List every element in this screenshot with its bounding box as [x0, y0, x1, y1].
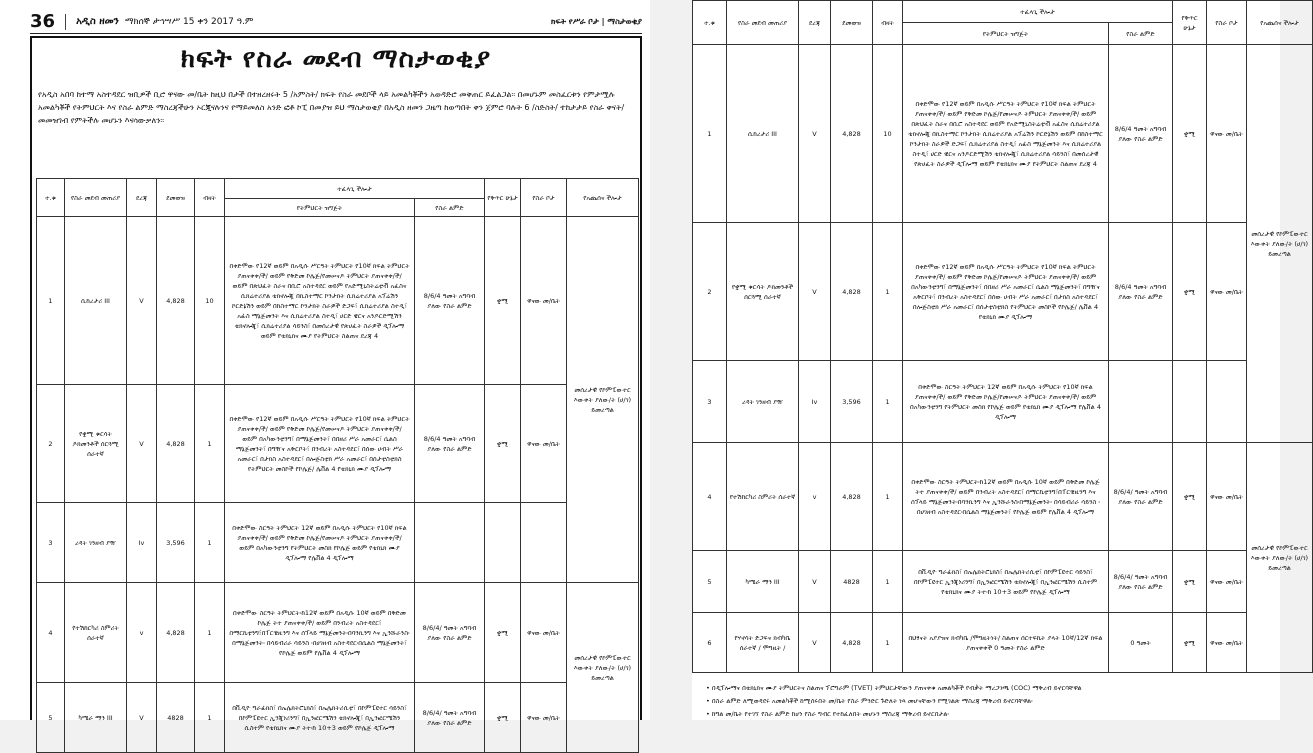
- cell-location: ዋናው መ/ቤት: [521, 683, 567, 753]
- cell-grade: V: [799, 613, 831, 673]
- footnote-item: • በዲፕሎማና በቴክኒክና ሙያ ትምህርትና ስልጠና ፕሮግራም (TVET) ትምህርታቸውን ያጠናቀቁ አመልካቾች የብቃት ማረጋገጫ (COC) ማቅረብ ይኖርባቸዋል: [706, 684, 1082, 692]
- cell-experience: [415, 503, 485, 583]
- page-number: 36: [30, 11, 56, 32]
- cell-location: ዋናው መ/ቤት: [521, 217, 567, 385]
- header-required-qualification: ተፈላጊ ችሎታ: [225, 179, 485, 199]
- header-required-qualification: ተፈላጊ ችሎታ: [903, 1, 1173, 23]
- cell-location: ዋናው መ/ቤት: [1207, 45, 1247, 223]
- cell-quantity: 1: [873, 223, 903, 361]
- footnotes: [706, 682, 1276, 721]
- page-header: [30, 10, 642, 34]
- cell-location: ዋናው መ/ቤት: [1207, 613, 1247, 673]
- cell-experience: 8/6/4/ ዓመት አግባብ ያለው የስራ ልምድ: [415, 583, 485, 683]
- cell-position: ካሜራ ማን III: [65, 683, 127, 753]
- table-row: [693, 223, 1313, 361]
- header-salary: ደመወዝ: [157, 179, 195, 217]
- cell-salary: 4,828: [157, 217, 195, 385]
- table-row: [693, 45, 1313, 223]
- cell-education: በቀድሞው ስርዓት ትምህርት፡ከ12ኛ ወይም በአዲሱ 10ኛ ወይም በቅድመ ኮሌጅ ትተ ያጠናቀቀ/ች/ ወይም በንብረት አስተዳደር፣ በማርኬቲንግ፣በፐርቼዚንግ እና ሰፕላይ ማኔጅመንት፡በባንኪንግ እና ኢንሹራንስ፡በማኔጅመንት፡ በሳይብሪራ ሳይንስ ፡በሀገዘብ አስተዳደር፡በሴልስ ማኔጅመንት፣ የኮሌጅ ወይም የሌቨል 4 ዲፕሎማ: [225, 583, 415, 683]
- cell-location: [521, 503, 567, 583]
- cell-experience: 8/6/4/ ዓመት አግባብ ያለው የስራ ልምድ: [415, 683, 485, 753]
- header-grade: ደረጃ: [127, 179, 157, 217]
- cell-education: በቀድሞው የ12ኛ ወይም በአዲሱ ሥርዓት ትምህርት የ10ኛ ክፍል ትምህርት ያጠናቀቀ/ች/ ወይም የቅድመ ኮሌጅ/የመሠናዶ ትምህርት ያጠናቀቀ/ች/ ወይም በአካውንቲንግ፣ በማኔጅመንት፣ በበዘሪ ሥራ አመራር፣ ሴልስ ማኔጅመንት፣ በግዥና አቅርቦት፣ በንብረት አስተዳደር፣ በሰው ሀብት ሥራ አመራር፣ በታክስ አስተዳደር፣ በሎጅስቲክ ሥራ አመራር፣ በሰታቲስቲክስ የትምህርት መስኮች የኮሌጅ/ ሌቨል 4 የቴክኒክ ሙያ ዲፕሎማ: [225, 385, 415, 503]
- cell-employment-type: ቋሚ: [1173, 45, 1207, 223]
- header-competency: የአጨሰና ችሎታ: [1247, 1, 1313, 45]
- cell-quantity: 1: [195, 583, 225, 683]
- cell-competency: መሰረታዊ የኮምፒውተር እውቀት ያለው/ት (ሀ/ገ) ይመረጣል: [1247, 443, 1313, 673]
- advert-title: ክፍት የስራ መደብ ማስታወቂያ: [180, 44, 492, 74]
- cell-salary: 4,828: [157, 583, 195, 683]
- cell-quantity: 1: [195, 385, 225, 503]
- cell-no: 5: [37, 683, 65, 753]
- header-position: የስራ መደብ መጠሪያ: [65, 179, 127, 217]
- footnote-text: ከግል መ/ቤት የተገኘ የስራ ልምድ ከሆነ የስራ ግብር የተከፈለበት መሆኑን ማስረጃ ማቅረብ ይኖርበታል፡: [711, 710, 949, 718]
- cell-employment-type: ቋሚ: [1173, 223, 1207, 361]
- cell-location: [1207, 361, 1247, 443]
- cell-experience: [1109, 361, 1173, 443]
- cell-location: ዋናው መ/ቤት: [1207, 443, 1247, 551]
- cell-salary: 4,828: [831, 45, 873, 223]
- header-quantity: ብዛት: [195, 179, 225, 217]
- cell-experience: 8/6/4/ ዓመት አግባብ ያለው የስራ ልምድ: [1109, 443, 1173, 551]
- cell-education: በህፃናት አያያዝና ክብካቤ /ሞግዚትነት/ ስልጠና ሰርተፍኬት ያላት 10ኛ/12ኛ ክፍል ያጠናቀቀች 0 ዓመት የስራ ልምድ: [903, 613, 1109, 673]
- cell-position: የተሽከርካሪ ስምሪት ሰራተኛ: [65, 583, 127, 683]
- newspaper-page-right: [692, 0, 1309, 720]
- vacancy-table: [36, 178, 639, 753]
- cell-quantity: 10: [873, 45, 903, 223]
- header-no: ተ.ቁ: [693, 1, 727, 45]
- cell-no: 6: [693, 613, 727, 673]
- footnote-text: በዲፕሎማና በቴክኒክና ሙያ ትምህርትና ስልጠና ፕሮግራም (TVET) ትምህርታቸውን ያጠናቀቁ አመልካቾች የብቃት ማረጋገጫ (COC) ማቅረብ ይኖርባቸዋል: [711, 684, 1082, 692]
- cell-quantity: 1: [195, 683, 225, 753]
- cell-education: በቀድሞው የ12ኛ ወይም በአዲሱ ሥርዓት ትምህርት የ10ኛ ክፍል ትምህርት ያጠናቀቀ/ች/ ወይም የቅድመ ኮሌጅ/የመሠናዶ ትምህርት ያጠናቀቀ/ች/ ወይም በጽህፈት ስራና በቢሮ አስተዳደር ወይም የአድሚኒስትሬቲቭ አፈስና ሲክሬተሪያል ቴክኖሎጂ በኪስተማር ኮንታክት ሲክሬተሪያል አፕሬሽን ኮርድኔሽን ወይም በከስተማር ኮንታክት ስራዎች ድጋፍ፣ ሲክሬተሪያል ስተዲ፣ አፊስ ማኔጅመንት እና ሲክሬተሪያል ስተዲ፣ ሀርድ ዌርና አንዶርድሚሽን ቴክኖሎጂ፣ ሲክሬተሪያል ሳይንስ፣ በመሰረታዊ የጽሀፈት ስራዎች ዲፕሎማ ወይም የቴክኒክና ሙያ የትምህርት ስልጠና ደረጃ 4: [903, 45, 1109, 223]
- cell-quantity: 1: [873, 443, 903, 551]
- cell-quantity: 10: [195, 217, 225, 385]
- cell-grade: v: [127, 583, 157, 683]
- cell-experience: 8/6/4 ዓመት አግባብ ያለው የስራ ልምድ: [415, 385, 485, 503]
- table-row: [693, 613, 1313, 673]
- header-position: የስራ መደብ መጠሪያ: [727, 1, 799, 45]
- issue-date: ማክሰኞ ታኅሣሥ 15 ቀን 2017 ዓ.ም: [124, 16, 254, 27]
- cell-position: የሃኖሳት ድጋፍና ክብካቤ ሰራተኛ / ሞግዚት /: [727, 613, 799, 673]
- cell-grade: V: [799, 223, 831, 361]
- cell-position: ረዳት ገንዘብ ያዥ: [65, 503, 127, 583]
- header-education: የትምህርት ዝግጅት: [903, 23, 1109, 45]
- advert-box: [30, 36, 642, 732]
- section-label: ክፍት የሥራ ቦታ | ማስታወቂያ: [551, 16, 642, 26]
- cell-education: በቀድሞው ስርዓት ትምህርት 12ኛ ወይም በአዲሱ ትምህርት የ10ኛ ክፍል ያጠናቀቀ/ች/ ወይም የቅድመ ኮሌጅ/የመሠናዶ ትምህርት ያጠናቀቀ/ች/ ወይም በአካውንቲንግ የትምህርት መስክ የኮሌጅ ወይም የቴክኒክ ሙያ ዲፕሎማ የሌቨል 4 ዲፕሎማ: [903, 361, 1109, 443]
- table-row: [37, 217, 639, 385]
- cell-location: ዋናው መ/ቤት: [1207, 223, 1247, 361]
- cell-employment-type: [1173, 361, 1207, 443]
- cell-salary: 4,828: [157, 385, 195, 503]
- cell-location: ዋናው መ/ቤት: [1207, 551, 1247, 613]
- cell-no: 5: [693, 551, 727, 613]
- cell-education: በቀድሞው ስርዓት ትምህርት 12ኛ ወይም በአዲሱ ትምህርት የ10ኛ ክፍል ያጠናቀቀ/ች/ ወይም የቅድመ ኮሌጅ/የመሠናዶ ትምህርት ያጠናቀቀ/ች/ ወይም በአካውንቲንግ የትምህርት መስክ የኮሌጅ ወይም የቴክኒክ ሙያ ዲፕሎማ የሌቨል 4 ዲፕሎማ: [225, 503, 415, 583]
- cell-position: ሲከረታሪ III: [65, 217, 127, 385]
- header-quantity: ብዛት: [873, 1, 903, 45]
- cell-employment-type: ቋሚ: [485, 385, 521, 503]
- cell-salary: 4,828: [831, 613, 873, 673]
- cell-no: 4: [693, 443, 727, 551]
- cell-position: ረዳት ገንዘብ ያዥ: [727, 361, 799, 443]
- cell-employment-type: ቋሚ: [485, 683, 521, 753]
- advert-intro: የአዲስ አበባ ከተማ አስተዳደር ዝቢዎች ቢሮ ዋናው መ/ቤት ከዚህ በታች በተዘረዘሩት 5 /አምስት/ ክፍት የስራ መደቦች ላይ አመልካቾችን አወዳድሮ መቅጠር ይፈልጋል፡፡ በመሆኑም መስፈርቱን የምታሟሉ አመልካቾች የትምህርት እና የስራ ልምድ ማስረጃችሁን ኦርጂናሉንና የማይመለስ አንድ ፎቶ ኮፒ በመያዝ ይህ ማስታወቂያ በአዲስ ዘመን ጋዜጣ ከወጣበት ቀን ጀምሮ ባሉት 6 /ስድስት/ ተከታታይ የስራ ቀናት/ መመዝገብ የምትችሉ መሆኑን እናሳውቃለን፡፡: [38, 90, 625, 125]
- cell-salary: 4828: [157, 683, 195, 753]
- table-row: [693, 551, 1313, 613]
- header-competency: የአጨሰና ችሎታ: [567, 179, 639, 217]
- cell-education: በቪዲዮ ግራፊክስ፣ በኤሌክትሮኒክስ፣ በኤሌክትሪሲቲ፣ በኮምፒዩተር ሳይንስ፣ በኮምፒዩተር ኢንጂነሪንግ፣ በኢንፎርሜሽን ቴክኖሎጂ፣ በኢንፎርሜሽን ሲስተም የቴክኒክና ሙያ ትተ፡ከ 10+3 ወይም የኮሌጅ ዲፕሎማ: [903, 551, 1109, 613]
- cell-experience: 0 ዓመት: [1109, 613, 1173, 673]
- cell-education: በቀድሞው ስርዓት ትምህርት፡ከ12ኛ ወይም በአዲሱ 10ኛ ወይም በቅድመ ኮሌጅ ትተ ያጠናቀቀ/ች/ ወይም በንብረት አስተዳደር፣ በማርኬቲንግ፣በፐርቼዚንግ እና ሰፕላይ ማኔጅመንት፡በባንኪንግ እና ኢንሹራንስ፡በማኔጅመንት፡ በሳይብሪራ ሳይንስ ፡በሀገዘብ አስተዳደር፡በሴልስ ማኔጅመንት፣ የኮሌጅ ወይም የሌቨል 4 ዲፕሎማ: [903, 443, 1109, 551]
- cell-employment-type: ቋሚ: [1173, 551, 1207, 613]
- cell-competency: መሰረታዊ የኮምፒውተር እውቀት ያለው/ት (ሀ/ገ) ይመረጣል: [567, 217, 639, 583]
- cell-grade: V: [799, 45, 831, 223]
- cell-grade: V: [127, 683, 157, 753]
- cell-employment-type: [485, 503, 521, 583]
- cell-no: 2: [37, 385, 65, 503]
- cell-no: 3: [693, 361, 727, 443]
- cell-position: የቋሚ ቁርሳት ዶክመንቶች ሰርጓሚ ሰራተኛ: [65, 385, 127, 503]
- cell-no: 4: [37, 583, 65, 683]
- cell-grade: V: [127, 217, 157, 385]
- cell-experience: 8/6/4 ዓመት አግባብ ያለው የስራ ልምድ: [415, 217, 485, 385]
- table-row: [37, 385, 639, 503]
- cell-position: የቋሚ ቁርሳት ዶክመንቶች ሰርጓሚ ሰራተኛ: [727, 223, 799, 361]
- header-experience: የስራ ልምድ: [415, 199, 485, 217]
- cell-location: ዋናው መ/ቤት: [521, 583, 567, 683]
- cell-salary: 4,828: [831, 223, 873, 361]
- cell-no: 1: [37, 217, 65, 385]
- cell-experience: 8/6/4/ ዓመት አግባብ ያለው የስራ ልምድ: [1109, 551, 1173, 613]
- cell-employment-type: ቋሚ: [485, 583, 521, 683]
- cell-experience: 8/6/4 ዓመት አግባብ ያለው የስራ ልምድ: [1109, 223, 1173, 361]
- table-row: [37, 503, 639, 583]
- cell-employment-type: ቋሚ: [485, 217, 521, 385]
- footnote-item: • ከግል መ/ቤት የተገኘ የስራ ልምድ ከሆነ የስራ ግብር የተከፈለበት መሆኑን ማስረጃ ማቅረብ ይኖርበታል፡: [706, 710, 949, 718]
- header-location: የስራ ቦታ: [1207, 1, 1247, 45]
- cell-quantity: 1: [873, 361, 903, 443]
- newspaper-name: አዲስ ዘመን: [76, 16, 119, 27]
- footnote-item: • በስራ ልምድ ለሚወዳደሩ አመልካቾች ከሚሰሩበት መ/ቤት የስራ ምንድር ጉድለት ነጻ መሆናቸውን የሚገልጽ ማስረጃ ማቅረብ ይኖርባቸዋል፡: [706, 697, 1033, 705]
- footnote-text: በስራ ልምድ ለሚወዳደሩ አመልካቾች ከሚሰሩበት መ/ቤት የስራ ምንድር ጉድለት ነጻ መሆናቸውን የሚገልጽ ማስረጃ ማቅረብ ይኖርባቸዋል፡: [711, 697, 1033, 705]
- table-row: [693, 443, 1313, 551]
- header-no: ተ.ቁ: [37, 179, 65, 217]
- cell-grade: Iv: [127, 503, 157, 583]
- cell-position: ካሜራ ማን III: [727, 551, 799, 613]
- cell-no: 2: [693, 223, 727, 361]
- cell-no: 3: [37, 503, 65, 583]
- header-location: የስራ ቦታ: [521, 179, 567, 217]
- table-row: [693, 361, 1313, 443]
- table-row: [37, 683, 639, 753]
- cell-education: በቪዲዮ ግራፊክስ፣ በኤሌክትሮኒክስ፣ በኤሌክትሪሲቲ፣ በኮምፒዩተር ሳይንስ፣ በኮምፒዩተር ኢንጂነሪንግ፣ በኢንፎርሜሽን ቴክኖሎጂ፣ በኢንፎርሜሽን ሲስተም የቴክኒክና ሙያ ትተ፡ከ 10+3 ወይም የኮሌጅ ዲፕሎማ: [225, 683, 415, 753]
- cell-no: 1: [693, 45, 727, 223]
- cell-grade: Iv: [799, 361, 831, 443]
- cell-education: በቀድሞው የ12ኛ ወይም በአዲሱ ሥርዓት ትምህርት የ10ኛ ክፍል ትምህርት ያጠናቀቀ/ች/ ወይም የቅድመ ኮሌጅ/የመሠናዶ ትምህርት ያጠናቀቀ/ች/ ወይም በአካውንቲንግ፣ በማኔጅመንት፣ በበዘሪ ሥራ አመራር፣ ሴልስ ማኔጅመንት፣ በግዥና አቅርቦት፣ በንብረት አስተዳደር፣ በሰው ሀብት ሥራ አመራር፣ በታክስ አስተዳደር፣ በሎጅስቲክ ሥራ አመራር፣ በሰታቲስቲክስ የትምህርት መስኮች የኮሌጅ/ ሌቨል 4 የቴክኒክ ሙያ ዲፕሎማ: [903, 223, 1109, 361]
- header-employment-type: የቅጥር ሁኔታ: [1173, 1, 1207, 45]
- cell-competency: መሰረታዊ የኮምፒውተር እውቀት ያለው/ት (ሀ/ገ) ይመረጣል: [1247, 45, 1313, 443]
- header-employment-type: የቅጥር ሁኔታ: [485, 179, 521, 217]
- cell-location: ዋናው መ/ቤት: [521, 385, 567, 503]
- cell-grade: v: [799, 443, 831, 551]
- cell-grade: V: [799, 551, 831, 613]
- cell-salary: 3,596: [157, 503, 195, 583]
- cell-employment-type: ቋሚ: [1173, 613, 1207, 673]
- cell-position: ሲከረታሪ III: [727, 45, 799, 223]
- header-experience: የስራ ልምድ: [1109, 23, 1173, 45]
- header-divider: [65, 14, 66, 30]
- cell-salary: 3,596: [831, 361, 873, 443]
- cell-salary: 4828: [831, 551, 873, 613]
- cell-employment-type: ቋሚ: [1173, 443, 1207, 551]
- cell-education: በቀድሞው የ12ኛ ወይም በአዲሱ ሥርዓት ትምህርት የ10ኛ ክፍል ትምህርት ያጠናቀቀ/ች/ ወይም የቅድመ ኮሌጅ/የመሠናዶ ትምህርት ያጠናቀቀ/ች/ ወይም በጽህፈት ስራና በቢሮ አስተዳደር ወይም የአድሚኒስትሬቲቭ አፈስና ሲክሬተሪያል ቴክኖሎጂ በኪስተማር ኮንታክት ሲክሬተሪያል አፕሬሽን ኮርድኔሽን ወይም በከስተማር ኮንታክት ስራዎች ድጋፍ፣ ሲክሬተሪያል ስተዲ፣ አፊስ ማኔጅመንት እና ሲክሬተሪያል ስተዲ፣ ሀርድ ዌርና አንዶርድሚሽን ቴክኖሎጂ፣ ሲክሬተሪያል ሳይንስ፣ በመሰረታዊ የጽሀፈት ስራዎች ዲፕሎማ ወይም የቴክኒክና ሙያ የትምህርት ስልጠና ደረጃ 4: [225, 217, 415, 385]
- cell-quantity: 1: [873, 551, 903, 613]
- header-salary: ደመወዝ: [831, 1, 873, 45]
- table-row: [37, 583, 639, 683]
- cell-salary: 4,828: [831, 443, 873, 551]
- cell-competency: መሰረታዊ የኮምፒውተር እውቀት ያለው/ት (ሀ/ገ) ይመረጣል: [567, 583, 639, 753]
- cell-grade: V: [127, 385, 157, 503]
- vacancy-table-continued: [692, 0, 1313, 673]
- cell-quantity: 1: [873, 613, 903, 673]
- cell-position: የተሽከርካሪ ስምሪት ሰራተኛ: [727, 443, 799, 551]
- header-grade: ደረጃ: [799, 1, 831, 45]
- header-education: የትምህርት ዝግጅት: [225, 199, 415, 217]
- cell-experience: 8/6/4 ዓመት አግባብ ያለው የስራ ልምድ: [1109, 45, 1173, 223]
- newspaper-page-left: [0, 0, 650, 732]
- cell-quantity: 1: [195, 503, 225, 583]
